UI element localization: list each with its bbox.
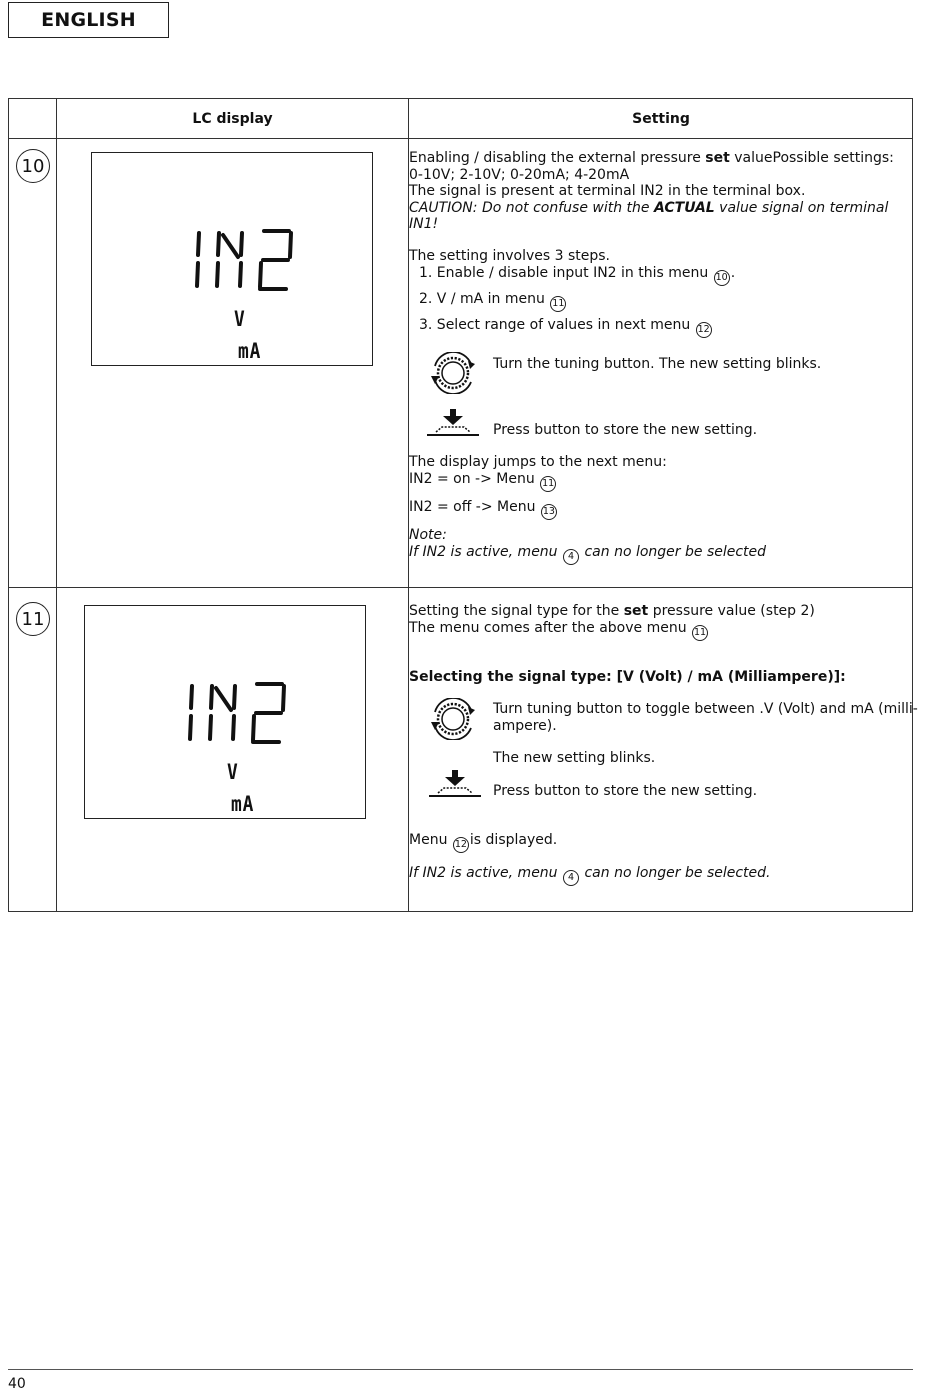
column-header-lc-display: LC display bbox=[192, 110, 273, 127]
lcd-unit-ma: mA bbox=[231, 792, 255, 816]
column-divider bbox=[56, 99, 57, 911]
paragraph: The display jumps to the next menu: bbox=[409, 454, 667, 470]
paragraph: Enabling / disabling the external pressure set valuePossible settings: bbox=[409, 150, 894, 166]
footer-divider bbox=[8, 1369, 913, 1370]
press-instruction: Press button to store the new setting. bbox=[493, 422, 758, 438]
lcd-display-11 bbox=[84, 605, 366, 819]
setting-text-10 bbox=[409, 150, 899, 233]
menu-jump-on: IN2 = on -> Menu 11 bbox=[409, 471, 899, 492]
step-item: 3. Select range of values in next menu 12 bbox=[409, 317, 899, 338]
column-header-setting: Setting bbox=[632, 110, 690, 127]
note-10 bbox=[409, 527, 899, 565]
step-item: 2. V / mA in menu 11 bbox=[409, 291, 899, 312]
lcd-unit-v: V bbox=[227, 760, 239, 784]
note-text: If IN2 is active, menu 4 can no longer be selected bbox=[409, 544, 899, 565]
steps-intro: The setting involves 3 steps. bbox=[409, 248, 611, 264]
paragraph: The menu comes after the above menu 11 bbox=[409, 620, 899, 641]
press-button-icon bbox=[426, 407, 480, 439]
lcd-display-10 bbox=[91, 152, 373, 366]
signal-type-heading: Selecting the signal type: [V (Volt) / mA (Milliampere)]: bbox=[409, 669, 846, 685]
page-number: 40 bbox=[8, 1376, 26, 1392]
next-menu-info-10 bbox=[409, 454, 899, 520]
turn-instruction: Turn the tuning button. The new setting blinks. bbox=[493, 356, 822, 372]
menu-displayed-text: Menu 12 is displayed. bbox=[409, 832, 899, 853]
press-button-icon bbox=[428, 768, 482, 800]
paragraph: Setting the signal type for the set pressure value (step 2) bbox=[409, 603, 815, 619]
caution-text: CAUTION: Do not confuse with the ACTUAL value signal on terminal bbox=[409, 199, 889, 216]
language-label: ENGLISH bbox=[8, 2, 169, 38]
turn-text: ampere). bbox=[493, 717, 557, 734]
lcd-unit-v: V bbox=[234, 307, 246, 331]
lcd-in2-glyphs bbox=[85, 606, 367, 820]
note-label: Note: bbox=[409, 527, 447, 543]
paragraph: The signal is present at terminal IN2 in the terminal box. bbox=[409, 183, 806, 199]
press-instruction-11: Press button to store the new setting. bbox=[493, 783, 758, 799]
setting-text-11 bbox=[409, 603, 899, 641]
menu-number-11: 11 bbox=[16, 602, 50, 636]
lcd-in2-glyphs bbox=[92, 153, 374, 367]
step-item: 1. Enable / disable input IN2 in this menu 10 . bbox=[409, 265, 899, 286]
paragraph: 0-10V; 2-10V; 0-20mA; 4-20mA bbox=[409, 166, 630, 183]
menu-jump-off: IN2 = off -> Menu 13 bbox=[409, 499, 899, 520]
steps-list-10 bbox=[409, 248, 899, 338]
tuning-knob-icon bbox=[426, 698, 478, 740]
note-11: If IN2 is active, menu 4 can no longer be selected. bbox=[409, 865, 899, 886]
row-divider bbox=[9, 587, 912, 588]
caution-text: IN1! bbox=[409, 216, 439, 232]
lcd-unit-ma: mA bbox=[238, 339, 262, 363]
blinks-text: The new setting blinks. bbox=[493, 750, 656, 766]
header-divider bbox=[9, 138, 912, 139]
tuning-knob-icon bbox=[426, 352, 478, 394]
turn-text: Turn tuning button to toggle between .V (Volt) and mA (milli- bbox=[493, 701, 918, 717]
menu-number-10: 10 bbox=[16, 149, 50, 183]
turn-instruction-11 bbox=[493, 701, 950, 734]
